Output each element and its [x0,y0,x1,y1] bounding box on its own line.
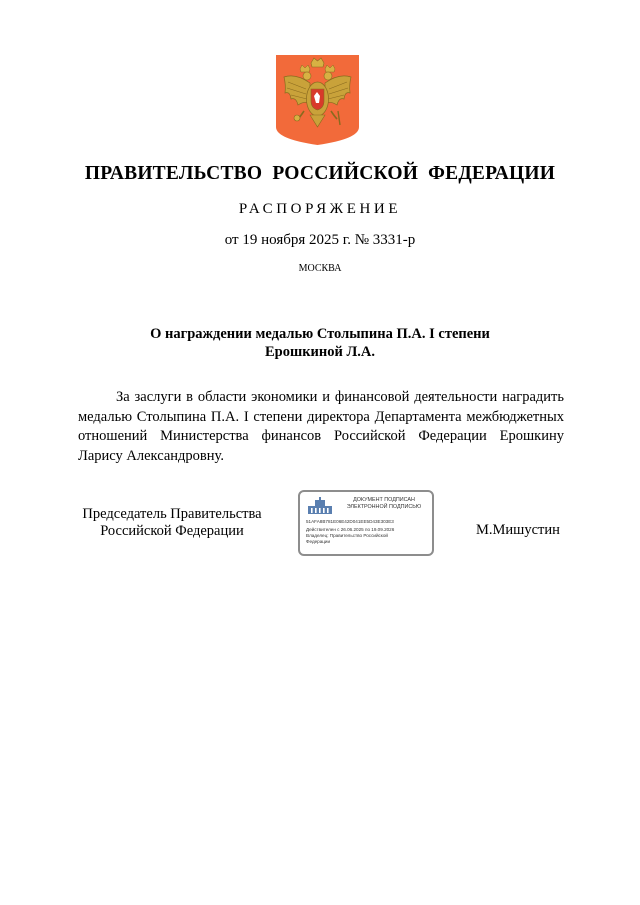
subject-line-2: Ерошкиной Л.А. [264,344,376,360]
government-title: ПРАВИТЕЛЬСТВО РОССИЙСКОЙ ФЕДЕРАЦИИ [84,163,556,184]
signer-name: М.Мишустин [476,522,560,538]
stamp-owner-line-1: Владелец: Правительство Российской [306,533,388,538]
stamp-certificate: 51AFA8B781E06E42D041EE5D43E303E3 [306,519,394,524]
signer-position [72,506,272,540]
stamp-owner-line-2: Федерации [306,539,331,544]
signer-position-line-2: Российской Федерации [100,523,244,539]
document-date-number: от 19 ноября 2025 г. № 3331-р [224,232,416,248]
document-type: РАСПОРЯЖЕНИЕ [238,201,402,217]
body-paragraph: За заслуги в области экономики и финансовой деятельности наградить медалью Столыпина П.А. I степени директора Департамента межбюджетных отношений Министерства финансов Российской Федерации Ерошкину Ларису Александровну. [78,389,564,464]
stamp-heading [334,497,434,511]
stamp-heading-line-2: ЭЛЕКТРОННОЙ ПОДПИСЬЮ [346,504,422,510]
document-place: МОСКВА [298,263,342,274]
stamp-validity: Действителен с 26.06.2025 по 19.09.2026 [306,527,395,532]
subject-line-1: О награждении медалью Столыпина П.А. I степени [150,326,490,342]
russian-coat-of-arms-icon [276,55,359,145]
electronic-signature-stamp [298,490,434,556]
document-subject [0,325,640,361]
government-building-icon [306,497,334,515]
signer-position-line-1: Председатель Правительства [82,506,262,522]
stamp-heading-line-1: ДОКУМЕНТ ПОДПИСАН [353,497,415,503]
